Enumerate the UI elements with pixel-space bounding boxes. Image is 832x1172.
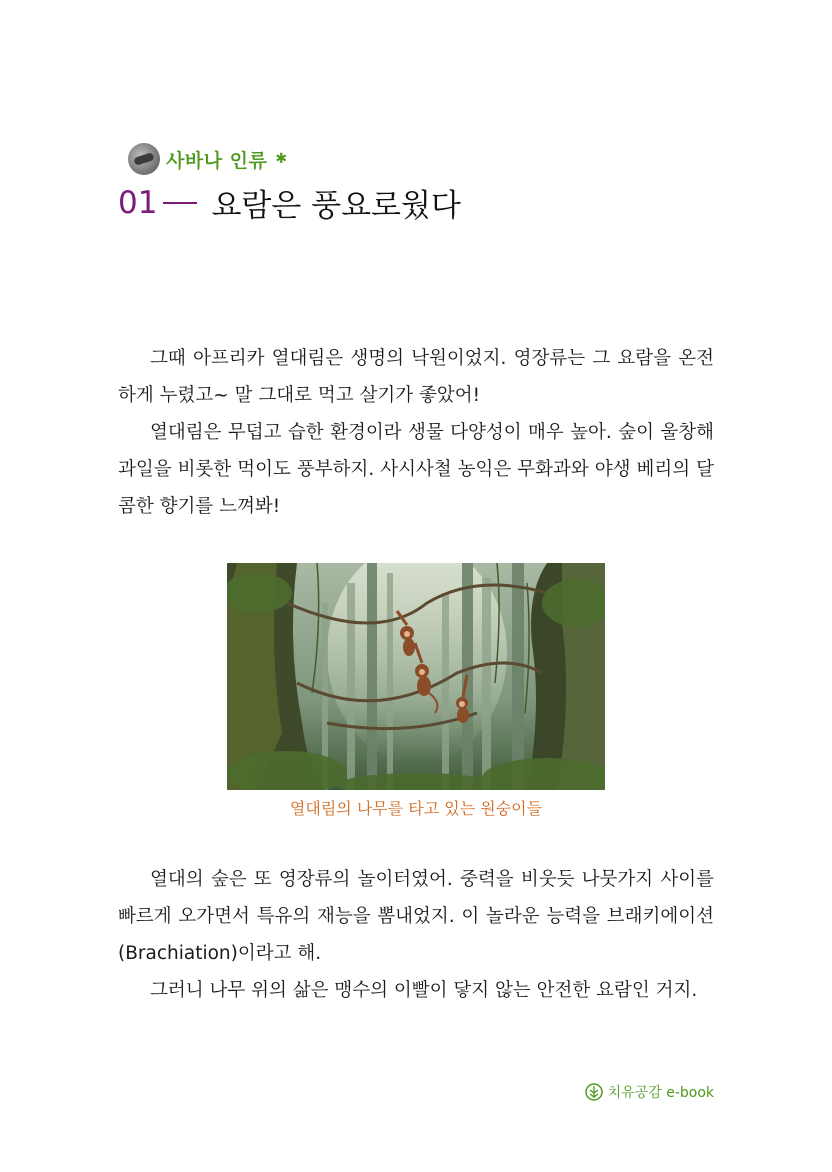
- chapter-title: [118, 180, 461, 225]
- paragraph: 그러니 나무 위의 삶은 맹수의 이빨이 닿지 않는 안전한 요람인 거지.: [150, 980, 698, 1001]
- figure-caption: 열대림의 나무를 타고 있는 원숭이들: [289, 799, 543, 818]
- paragraph-block-bottom: [118, 861, 714, 1009]
- chapter-heading: 요람은 풍요로웠다: [211, 188, 461, 224]
- paragraph: 열대림은 무덥고 습한 환경이라 생물 다양성이 매우 높아. 숲이 울창해 과일을 비롯한 먹이도 풍부하지. 사시사철 농익은 무화과와 야생 베리의 달콤한 향기를 느껴봐!: [118, 422, 714, 517]
- paragraph: 열대의 숲은 또 영장류의 놀이터였어. 중력을 비웃듯 나뭇가지 사이를 빠르게 오가면서 특유의 재능을 뽐내었지. 이 놀라운 능력을 브래키에이션(Brachiation)이라고 해.: [118, 869, 714, 964]
- star-icon: ✱: [275, 151, 288, 167]
- footer-brand-text: 치유공감 e-book: [607, 1085, 714, 1101]
- chapter-dash: [163, 202, 197, 204]
- footer-brand: [585, 1082, 714, 1102]
- hand-icon: [128, 143, 160, 175]
- section-tag: [128, 143, 287, 175]
- chapter-number: 01: [118, 184, 158, 221]
- paragraph-block-top: [118, 340, 714, 525]
- section-label: 사바나 인류: [166, 149, 268, 172]
- leaf-logo-icon: [585, 1083, 603, 1101]
- paragraph: 그때 아프리카 열대림은 생명의 낙원이었지. 영장류는 그 요람을 온전하게 누렸고~ 말 그대로 먹고 살기가 좋았어!: [118, 348, 714, 406]
- rainforest-monkeys-image: [227, 563, 605, 790]
